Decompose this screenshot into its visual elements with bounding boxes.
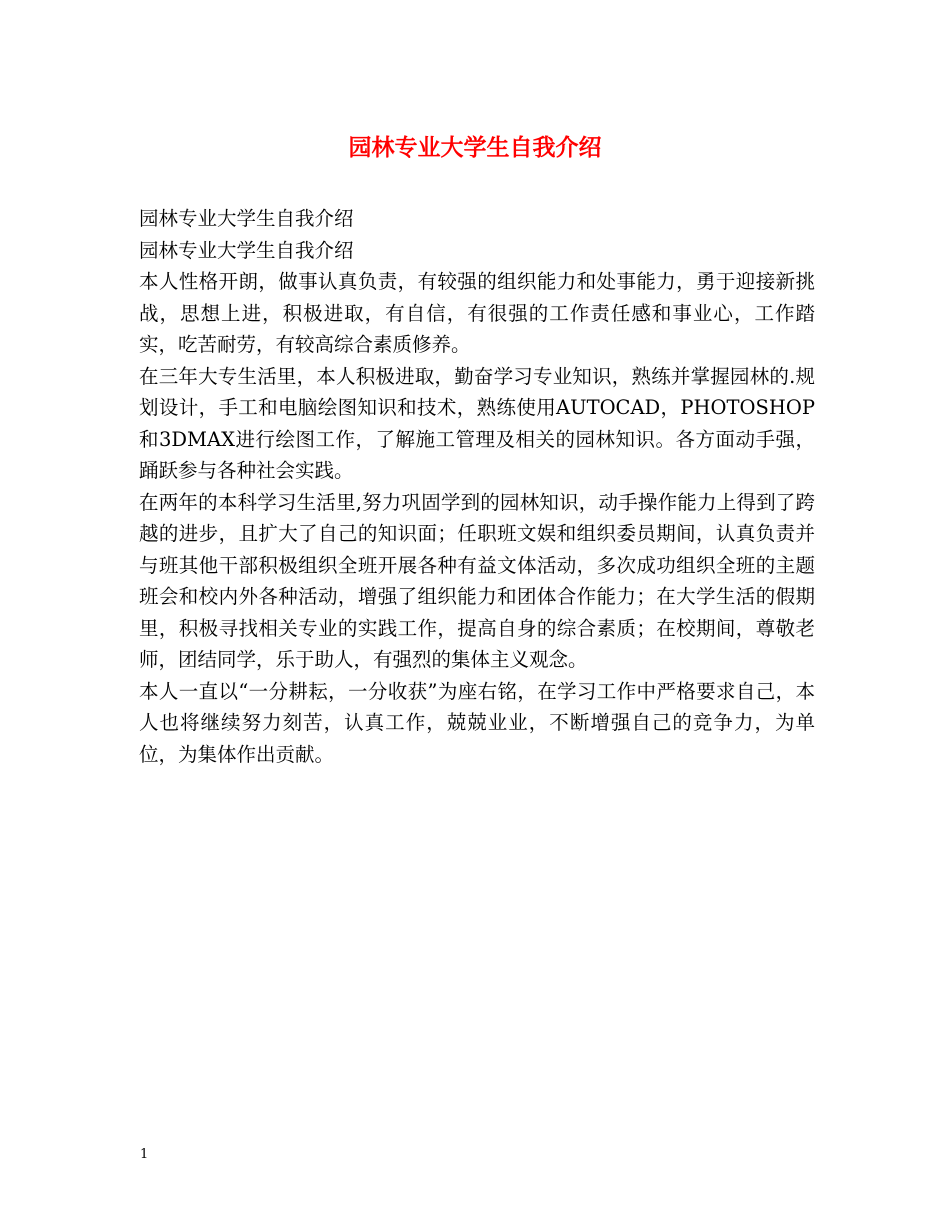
body-paragraph: 在三年大专生活里，本人积极进取，勤奋学习专业知识，熟练并掌握园林的.规划设计，手工和电脑绘图知识和技术，熟练使用AUTOCAD，PHOTOSHOP和3DMAX进行绘图工作，了解施工管理及相关的园林知识。各方面动手强，踊跃参与各种社会实践。	[139, 364, 815, 482]
page-number: 1	[140, 1147, 149, 1162]
body-paragraph: 园林专业大学生自我介绍	[139, 238, 354, 262]
body-paragraph: 园林专业大学生自我介绍	[139, 207, 354, 230]
body-paragraph: 本人一直以“一分耕耘，一分收获”为座右铭，在学习工作中严格要求自己，本人也将继续努力刻苦，认真工作，兢兢业业，不断增强自己的竞争力，为单位，为集体作出贡献。	[139, 679, 815, 766]
body-paragraph: 本人性格开朗，做事认真负责，有较强的组织能力和处事能力，勇于迎接新挑战，思想上进，积极进取，有自信，有很强的工作责任感和事业心，工作踏实，吃苦耐劳，有较高综合素质修养。	[139, 270, 815, 356]
document-title: 园林专业大学生自我介绍	[348, 134, 602, 161]
body-paragraph: 在两年的本科学习生活里,努力巩固学到的园林知识，动手操作能力上得到了跨越的进步，且扩大了自己的知识面；任职班文娱和组织委员期间，认真负责并与班其他干部积极组织全班开展各种有益文体活动，多次成功组织全班的主题班会和校内外各种活动，增强了组织能力和团体合作能力；在大学生活的假期里，积极寻找相关专业的实践工作，提高自身的综合素质；在校期间，尊敬老师，团结同学，乐于助人，有强烈的集体主义观念。	[139, 490, 815, 671]
document-body	[139, 203, 815, 770]
